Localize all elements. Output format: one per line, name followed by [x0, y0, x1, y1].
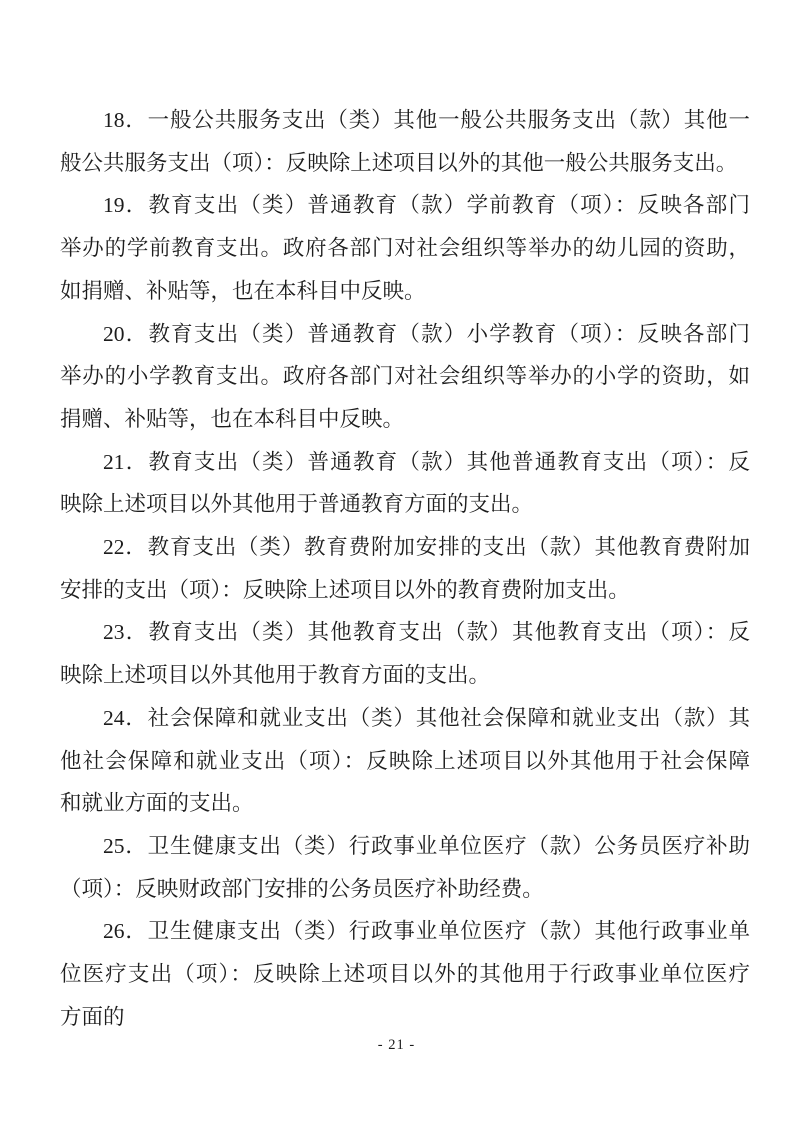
paragraph-23 [60, 611, 750, 696]
paragraph-19 [60, 184, 750, 312]
paragraph-25 [60, 825, 750, 910]
paragraph-line: 24．社会保障和就业支出（类）其他社会保障和就业支出（款）其 [103, 705, 750, 730]
page-number: - 21 - [377, 1037, 416, 1053]
paragraph-line: 22．教育支出（类）教育费附加安排的支出（款）其他教育费附加 [103, 535, 750, 560]
paragraph-line: 26．卫生健康支出（类）行政事业单位医疗（款）其他行政事业单 [103, 919, 750, 944]
paragraph-line: 如捐赠、补贴等，也在本科目中反映。 [60, 278, 426, 303]
paragraph-line: 安排的支出（项）：反映除上述项目以外的教育费附加支出。 [60, 577, 630, 602]
paragraph-line: 映除上述项目以外其他用于教育方面的支出。 [60, 663, 491, 688]
paragraph-22 [60, 526, 750, 611]
paragraph-line: 19．教育支出（类）普通教育（款）学前教育（项）：反映各部门 [103, 193, 750, 218]
paragraph-26 [60, 910, 750, 1038]
paragraph-line: 20．教育支出（类）普通教育（款）小学教育（项）：反映各部门 [103, 321, 750, 346]
paragraph-18 [60, 99, 750, 184]
paragraph-line: 举办的小学教育支出。政府各部门对社会组织等举办的小学的资助，如 [60, 364, 750, 389]
paragraph-line: 方面的 [60, 1004, 125, 1029]
paragraph-line: 映除上述项目以外其他用于普通教育方面的支出。 [60, 492, 534, 517]
paragraph-line: （项）：反映财政部门安排的公务员医疗补助经费。 [60, 876, 544, 901]
paragraph-line: 捐赠、补贴等，也在本科目中反映。 [60, 406, 405, 431]
paragraph-line: 25．卫生健康支出（类）行政事业单位医疗（款）公务员医疗补助 [103, 833, 750, 858]
paragraph-line: 他社会保障和就业支出（项）：反映除上述项目以外其他用于社会保障 [60, 748, 750, 773]
paragraph-line: 18．一般公共服务支出（类）其他一般公共服务支出（款）其他一 [103, 108, 750, 132]
paragraph-line: 般公共服务支出（项）：反映除上述项目以外的其他一般公共服务支出。 [60, 150, 738, 175]
document-body [60, 99, 750, 1038]
paragraph-line: 23．教育支出（类）其他教育支出（款）其他教育支出（项）：反 [103, 620, 750, 645]
paragraph-line: 和就业方面的支出。 [60, 791, 254, 816]
paragraph-line: 位医疗支出（项）：反映除上述项目以外的其他用于行政事业单位医疗 [60, 962, 750, 987]
paragraph-21 [60, 441, 750, 526]
paragraph-line: 举办的学前教育支出。政府各部门对社会组织等举办的幼儿园的资助， [60, 236, 750, 261]
paragraph-20 [60, 313, 750, 441]
paragraph-24 [60, 697, 750, 825]
paragraph-line: 21．教育支出（类）普通教育（款）其他普通教育支出（项）：反 [103, 449, 750, 474]
page-footer [0, 1036, 793, 1054]
